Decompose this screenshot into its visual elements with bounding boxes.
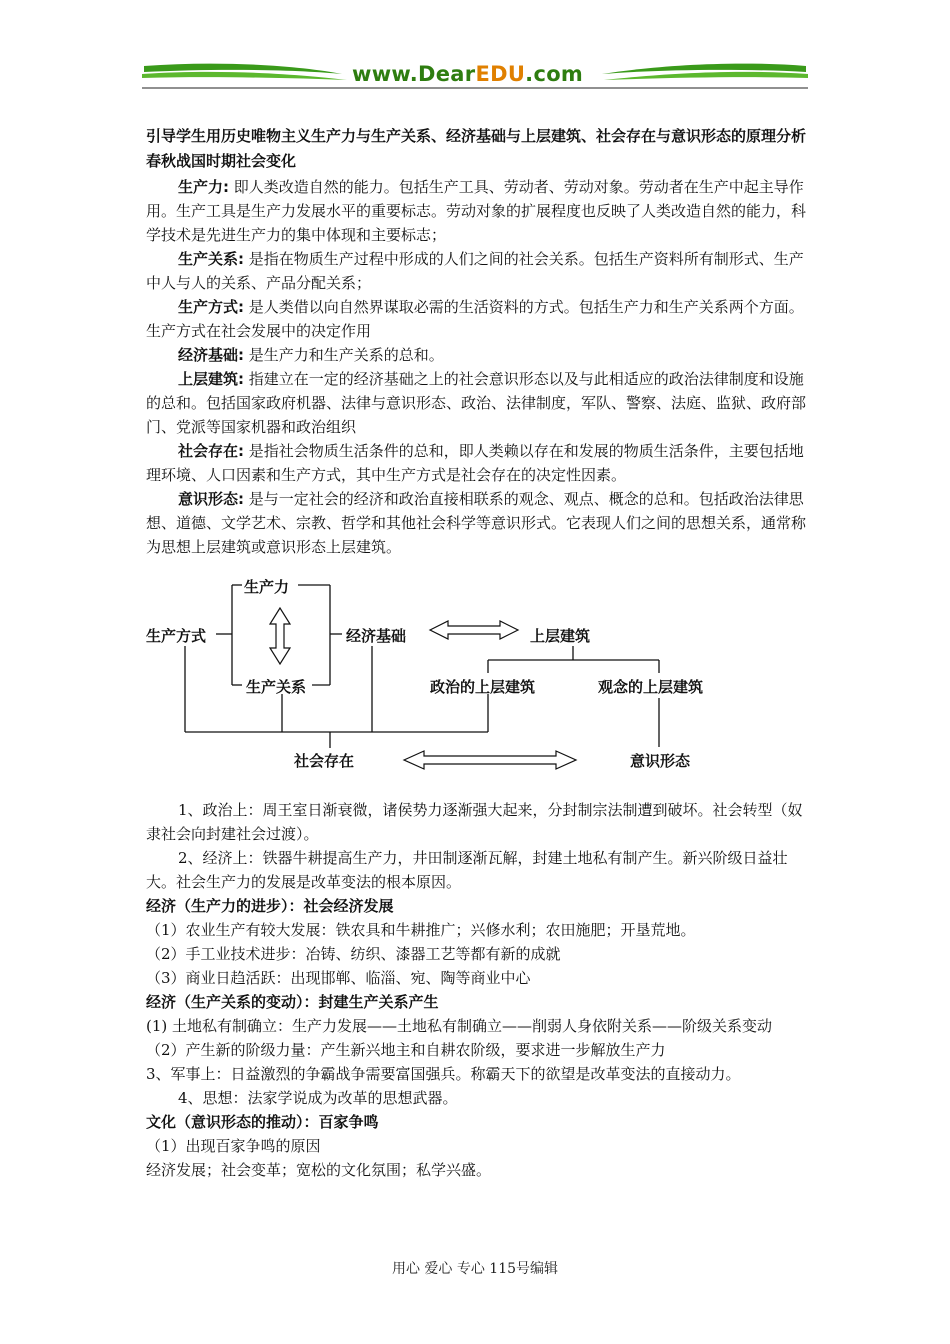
label-superstructure: 上层建筑 <box>530 627 591 645</box>
definition-mode-of-production: 生产方式: 是人类借以向自然界谋取必需的生活资料的方式。包括生产力和生产关系两个方面。生产方式在社会发展中的决定作用 <box>146 298 804 340</box>
label-social-existence: 社会存在 <box>294 752 355 770</box>
label-ideological-superstructure: 观念的上层建筑 <box>598 678 704 696</box>
label-economic-base: 经济基础 <box>346 627 407 645</box>
label-mode-of-production: 生产方式 <box>146 627 207 645</box>
definition-economic-base: 经济基础: 是生产力和生产关系的总和。 <box>178 346 444 364</box>
paragraph-politics: 1、政治上：周王室日渐衰微，诸侯势力逐渐强大起来，分封制宗法制遭到破坏。社会转型（奴隶社会向封建社会过渡）。 <box>146 801 803 843</box>
label-political-superstructure: 政治的上层建筑 <box>430 678 536 696</box>
paragraph-economy: 2、经济上：铁器牛耕提高生产力，井田制逐渐瓦解，封建土地私有制产生。新兴阶级日益壮大。社会生产力的发展是改革变法的根本原因。 <box>146 849 788 891</box>
page-footer: 用心 爱心 专心 115号编辑 <box>391 1261 559 1277</box>
body-block <box>146 798 810 1182</box>
page-title: 引导学生用历史唯物主义生产力与生产关系、经济基础与上层建筑、社会存在与意识形态的原理分析春秋战国时期社会变化 <box>146 127 807 170</box>
heading-culture: 文化（意识形态的推动）：百家争鸣 <box>146 1113 379 1131</box>
label-ideology: 意识形态 <box>630 752 691 770</box>
list-item: (1) 土地私有制确立：生产力发展——土地私有制确立——削弱人身依附关系——阶级关系变动 <box>146 1017 773 1035</box>
list-item: （1）出现百家争鸣的原因 <box>146 1137 321 1155</box>
paragraph-thought: 4、思想：法家学说成为改革的思想武器。 <box>178 1089 458 1107</box>
definition-social-existence: 社会存在: 是指社会物质生活条件的总和，即人类赖以存在和发展的物质生活条件，主要包括地理环境、人口因素和生产方式，其中生产方式是社会存在的决定性因素。 <box>146 442 804 484</box>
label-productive-forces: 生产力 <box>244 578 290 596</box>
list-item: （2）手工业技术进步：冶铸、纺织、漆器工艺等都有新的成就 <box>146 945 561 963</box>
double-arrow-vertical <box>270 608 290 664</box>
concept-diagram <box>0 570 950 780</box>
definition-productive-forces: 生产力: 即人类改造自然的能力。包括生产工具、劳动者、劳动对象。劳动者在生产中起主导作用。生产工具是生产力发展水平的重要标志。劳动对象的扩展程度也反映了人类改造自然的能力，科学技术是先进生产力的集中体现和主要标志； <box>146 178 807 244</box>
heading-productive-progress: 经济（生产力的进步）：社会经济发展 <box>146 897 394 915</box>
double-arrow-existence-ideology <box>404 751 576 769</box>
heading-relations-change: 经济（生产关系的变动）：封建生产关系产生 <box>146 993 439 1011</box>
diagram-lines <box>0 570 950 780</box>
list-item: （3）商业日趋活跃：出现邯郸、临淄、宛、陶等商业中心 <box>146 969 531 987</box>
label-relations-of-production: 生产关系 <box>246 678 307 696</box>
list-item: （2）产生新的阶级力量：产生新兴地主和自耕农阶级，要求进一步解放生产力 <box>146 1041 666 1059</box>
definition-superstructure: 上层建筑: 指建立在一定的经济基础之上的社会意识形态以及与此相适应的政治法律制度和设施的总和。包括国家政府机器、法律与意识形态、政治、法律制度，军队、警察、法庭、监狱、政府部门、党派等国家机器和政治组织 <box>146 370 807 436</box>
definitions-block <box>146 175 810 559</box>
site-brand: www.DearEDU.com <box>352 62 584 86</box>
list-item: （1）农业生产有较大发展：铁农具和牛耕推广；兴修水利；农田施肥；开垦荒地。 <box>146 921 696 939</box>
definition-relations-of-production: 生产关系: 是指在物质生产过程中形成的人们之间的社会关系。包括生产资料所有制形式、生产中人与人的关系、产品分配关系； <box>146 250 804 292</box>
paragraph-military: 3、军事上：日益激烈的争霸战争需要富国强兵。称霸天下的欲望是改革变法的直接动力。 <box>146 1065 741 1083</box>
definition-ideology: 意识形态: 是与一定社会的经济和政治直接相联系的观念、观点、概念的总和。包括政治法律思想、道德、文学艺术、宗教、哲学和其他社会科学等意识形式。它表现人们之间的思想关系，通常称为思想上层建筑或意识形态上层建筑。 <box>146 490 807 556</box>
list-item: 经济发展；社会变革；宽松的文化氛围；私学兴盛。 <box>146 1161 492 1179</box>
double-arrow-base-superstructure <box>430 621 518 639</box>
